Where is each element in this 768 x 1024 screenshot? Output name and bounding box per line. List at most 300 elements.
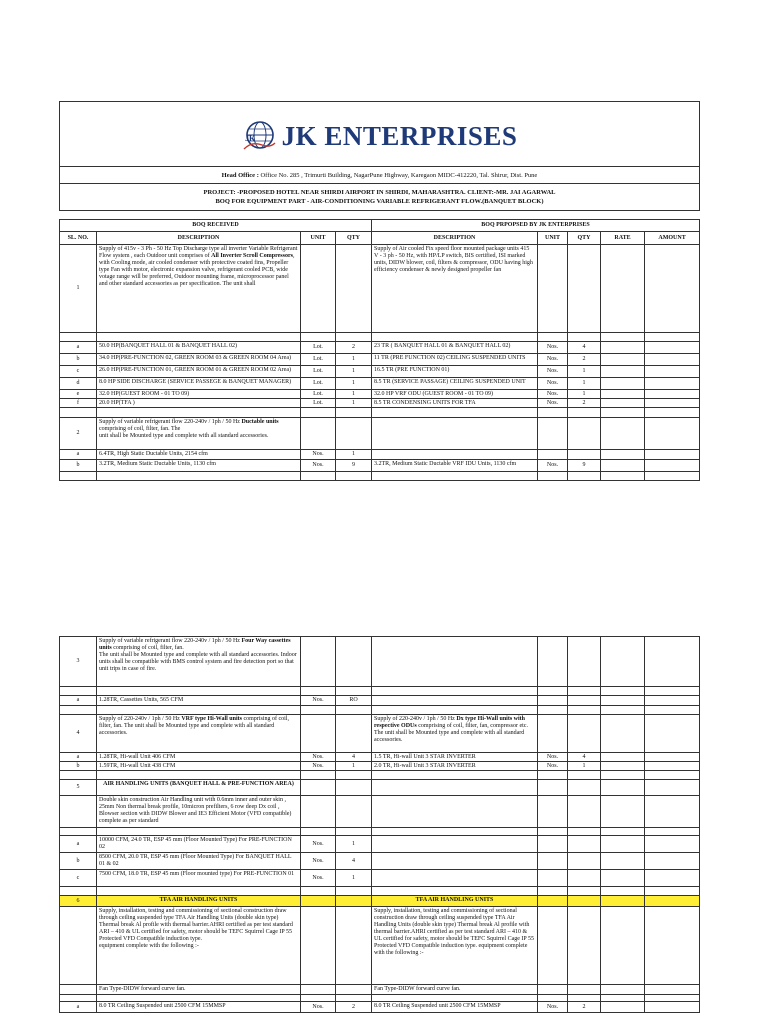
amount-cell [645,472,700,481]
table-row [60,828,700,836]
table-row [60,245,700,333]
proposed-qty-cell [568,245,601,333]
col-sl-no: SL. NO. [60,232,97,245]
sl-no-cell [60,887,97,896]
rate-cell [601,796,645,828]
proposed-description-cell [372,472,538,481]
table-row [60,836,700,853]
proposed-unit-cell: Nos. [538,762,568,771]
amount-cell [645,696,700,706]
description-cell: Supply of variable refrigerant flow 220-240v / 1ph / 50 Hz Ductable units comprising of coil, filter, fan. The unit shall be Mounted type and complete with all standard accessories. [97,418,301,450]
rate-cell [601,853,645,870]
rate-cell [601,354,645,366]
rate-cell [601,995,645,1002]
qty-cell [336,828,372,836]
amount-cell [645,780,700,796]
proposed-qty-cell: 4 [568,753,601,762]
proposed-qty-cell [568,715,601,753]
table-row [60,995,700,1002]
sl-no-cell: a [60,696,97,706]
description-cell: Supply of variable refrigerant flow 220-240v / 1ph / 50 Hz Four Way cassettes units comprising of coil, filter, fan. The unit shall be Mounted type and complete with all standard accessories. Indoor units shall be compatible with BMS control system and fire detection port so that unit trips in case of fire. [97,637,301,687]
proposed-description-cell: 8.5 TR (SERVICE PASSAGE) CEILING SUSPENDED UNIT [372,378,538,390]
table-row [60,896,700,907]
unit-cell [301,245,336,333]
proposed-unit-cell [538,637,568,687]
unit-cell: Lot. [301,399,336,408]
description-cell: Supply of 415v - 3 Ph - 50 Hz Top Discharge type all inverter Variable Refrigerant Flow system , each Outdoor unit comprises of All Inverter Scroll Compressors, with Cooling mode, air cooled condenser with protective coated fins, Propeller type Fan with motor, electronic expansion valve, refrigerant cooled PCB, wide votage range will be preferred, Outdoor mounting frame, microprocessor panel and other standard accessories as per specification. The unit shall [97,245,301,333]
qty-cell: 2 [336,342,372,354]
amount-cell [645,354,700,366]
qty-cell [336,418,372,450]
proposed-qty-cell: 2 [568,1002,601,1013]
head-office-address: Office No. 285 , Trimurti Building, NagarPune Highway, Karegaon MIDC-412220, Tal. Shirur, Dist. Pune [260,171,538,179]
description-cell: 8500 CFM, 20.0 TR, ESP 45 mm (Floor Mounted Type) For BANQUET HALL 01 & 02 [97,853,301,870]
unit-cell: Lot. [301,354,336,366]
company-logo [242,119,518,153]
table-row [60,460,700,472]
description-cell: Supply, installation, testing and commissioning of sectional construction draw through ceiling suspended type TFA Air Handling Units (double skin type) Thermal break Al profile with thermal barrier.AHRI certified as per test standard ARI – 410 & UL certified for safety, motor should be TEFC Squirrel Cage IP 55 Protected VFD Compatible induction type. equipment complete with the following :- [97,907,301,985]
proposed-qty-cell [568,418,601,450]
sl-no-cell [60,472,97,481]
amount-cell [645,378,700,390]
col-description-proposed: DESCRIPTION [372,232,538,245]
proposed-unit-cell [538,715,568,753]
proposed-unit-cell [538,450,568,460]
rate-cell [601,706,645,715]
unit-cell [301,985,336,995]
table-row [60,366,700,378]
col-rate: RATE [601,232,645,245]
proposed-description-cell [372,637,538,687]
proposed-description-cell: TFA AIR HANDLING UNITS [372,896,538,907]
unit-cell: Nos. [301,836,336,853]
emphasis-text: All Inverter Scroll Compressors [211,253,293,259]
proposed-description-cell: 2.0 TR, Hi-wall Unit 3 STAR INVERTER [372,762,538,771]
rate-cell [601,460,645,472]
description-cell [97,771,301,780]
table-row [60,696,700,706]
amount-cell [645,687,700,696]
letterhead [59,101,700,211]
sl-no-cell [60,408,97,418]
table-row [60,333,700,342]
proposed-description-cell [372,836,538,853]
proposed-qty-cell: 9 [568,460,601,472]
rate-cell [601,828,645,836]
description-cell: 34.0 HP(PRE-FUNCTION 02, GREEN ROOM 03 & GREEN ROOM 04 Area) [97,354,301,366]
col-unit: UNIT [301,232,336,245]
proposed-qty-cell [568,771,601,780]
description-cell: 8.0 HP SIDE DISCHARGE (SERVICE PASSEGE & BANQUET MANAGER) [97,378,301,390]
rate-cell [601,985,645,995]
description-cell: 20.0 HP(TFA ) [97,399,301,408]
qty-cell [336,706,372,715]
unit-cell [301,418,336,450]
rate-cell [601,1002,645,1013]
sl-no-cell: a [60,836,97,853]
rate-cell [601,896,645,907]
qty-cell: 1 [336,378,372,390]
description-cell: 26.0 HP(PRE-FUNCTION 01, GREEN ROOM 01 & GREEN ROOM 02 Area) [97,366,301,378]
amount-cell [645,460,700,472]
description-cell [97,333,301,342]
qty-cell [336,985,372,995]
proposed-qty-cell: 2 [568,354,601,366]
proposed-description-cell: Supply of 220-240v / 1ph / 50 Hz Dx type Hi-Wall units with respective ODUs comprising of coil, filter, fan, compressor etc. The unit shall be Mounted type and complete with all standard accessories. [372,715,538,753]
unit-cell: Lot. [301,378,336,390]
qty-cell [336,887,372,896]
description-cell [97,472,301,481]
qty-cell: 1 [336,354,372,366]
description-cell: 1.28TR, Cassettes Units, 565 CFM [97,696,301,706]
description-cell: 10000 CFM, 24.0 TR, ESP 45 mm (Floor Mounted Type) For PRE-FUNCTION 02 [97,836,301,853]
proposed-unit-cell [538,780,568,796]
proposed-description-cell: 8.5 TR CONDENSING UNITS FOR TFA [372,399,538,408]
proposed-qty-cell: 2 [568,399,601,408]
logo-cell [60,102,700,167]
qty-cell [336,780,372,796]
table-row [60,390,700,399]
rate-cell [601,836,645,853]
sl-no-cell: 3 [60,637,97,687]
description-cell: 6.4TR, High Static Ductable Units, 2154 cfm [97,450,301,460]
proposed-unit-cell [538,796,568,828]
unit-cell [301,771,336,780]
qty-cell [336,896,372,907]
amount-cell [645,333,700,342]
rate-cell [601,378,645,390]
qty-cell [336,472,372,481]
table-row [60,354,700,366]
proposed-description-cell [372,995,538,1002]
rate-cell [601,687,645,696]
proposed-description-cell [372,887,538,896]
description-cell [97,687,301,696]
amount-cell [645,450,700,460]
proposed-unit-cell: Nos. [538,1002,568,1013]
proposed-description-cell [372,771,538,780]
rate-cell [601,333,645,342]
unit-cell [301,887,336,896]
project-line-1: PROJECT: -PROPOSED HOTEL NEAR SHIRDI AIRPORT IN SHIRDI, MAHARASHTRA. CLIENT:-MR. JAI AGARWAL [203,189,556,196]
proposed-description-cell [372,706,538,715]
qty-cell: 4 [336,753,372,762]
proposed-description-cell: 23 TR ( BANQUET HALL 01 & BANQUET HALL 02) [372,342,538,354]
rate-cell [601,771,645,780]
sl-no-cell: 1 [60,245,97,333]
rate-cell [601,366,645,378]
proposed-description-cell: 1.5 TR, Hi-wall Unit 3 STAR INVERTER [372,753,538,762]
table-row [60,796,700,828]
proposed-unit-cell [538,887,568,896]
proposed-qty-cell [568,696,601,706]
amount-cell [645,771,700,780]
proposed-unit-cell [538,853,568,870]
sl-no-cell [60,333,97,342]
table-row [60,637,700,687]
sl-no-cell: a [60,342,97,354]
proposed-qty-cell [568,836,601,853]
qty-cell [336,796,372,828]
proposed-unit-cell [538,706,568,715]
sl-no-cell: 5 [60,780,97,796]
amount-cell [645,985,700,995]
amount-cell [645,896,700,907]
sl-no-cell: a [60,450,97,460]
amount-cell [645,828,700,836]
proposed-qty-cell [568,828,601,836]
sl-no-cell: b [60,354,97,366]
unit-cell [301,472,336,481]
amount-cell [645,870,700,887]
proposed-unit-cell [538,828,568,836]
unit-cell [301,907,336,985]
table-row [60,472,700,481]
rate-cell [601,696,645,706]
sl-no-cell [60,796,97,828]
proposed-qty-cell [568,985,601,995]
proposed-qty-cell [568,408,601,418]
proposed-description-cell: Supply of Air cooled Fix speed floor mounted package units 415 V - 3 ph - 50 Hz, with HP/LP switch, BIS certified, ISI marked units, DIDW blower, coil, filters & compressor, ODU having high efficiency condenser & newly designed propeller fan [372,245,538,333]
qty-cell [336,333,372,342]
table-row [60,378,700,390]
proposed-qty-cell [568,687,601,696]
proposed-description-cell [372,450,538,460]
proposed-qty-cell [568,995,601,1002]
sl-no-cell [60,706,97,715]
proposed-unit-cell: Nos. [538,354,568,366]
proposed-unit-cell [538,418,568,450]
proposed-qty-cell [568,907,601,985]
sl-no-cell [60,907,97,985]
unit-cell: Nos. [301,460,336,472]
proposed-qty-cell: 4 [568,342,601,354]
proposed-unit-cell [538,907,568,985]
rate-cell [601,399,645,408]
table-row [60,342,700,354]
rate-cell [601,887,645,896]
unit-cell [301,896,336,907]
amount-cell [645,366,700,378]
unit-cell [301,637,336,687]
qty-cell: 4 [336,853,372,870]
sl-no-cell: 6 [60,896,97,907]
sl-no-cell [60,995,97,1002]
proposed-description-cell [372,696,538,706]
proposed-unit-cell: Nos. [538,366,568,378]
proposed-unit-cell [538,333,568,342]
unit-cell [301,715,336,753]
description-cell: 32.0 HP(GUEST ROOM - 01 TO 09) [97,390,301,399]
qty-cell: 1 [336,836,372,853]
proposed-description-cell: Supply, installation, testing and commissioning of sectional construction draw through ceiling suspended type TFA Air Handling Units (double skin type) Thermal break Al profile with thermal barrier.AHRI certified as per test standard ARI – 410 & UL certified for safety, motor should be TEFC Squirrel Cage IP 55 Protected VFD Compatible induction type. equipment complete with the following :- [372,907,538,985]
qty-cell [336,687,372,696]
table-row [60,887,700,896]
amount-cell [645,995,700,1002]
page-1-rows [60,245,700,481]
amount-cell [645,907,700,985]
description-cell [97,706,301,715]
proposed-qty-cell [568,472,601,481]
description-cell [97,828,301,836]
proposed-description-cell [372,870,538,887]
qty-cell: 1 [336,366,372,378]
sl-no-cell: c [60,870,97,887]
sl-no-cell: a [60,753,97,762]
project-title [60,184,700,211]
proposed-description-cell: 16.5 TR (PRE FUNCTION 01) [372,366,538,378]
table-row [60,985,700,995]
table-row [60,408,700,418]
project-line-2: BOQ FOR EQUIPMENT PART - AIR-CONDITIONING VARIABLE REFRIGERANT FLOW.(BANQUET BLOCK) [215,198,544,205]
proposed-qty-cell: 1 [568,390,601,399]
description-cell: AIR HANDLING UNITS (BANQUET HALL & PRE-FUNCTION AREA) [97,780,301,796]
proposed-unit-cell [538,896,568,907]
unit-cell: Nos. [301,450,336,460]
proposed-unit-cell: Nos. [538,342,568,354]
sl-no-cell: b [60,762,97,771]
unit-cell [301,796,336,828]
proposed-description-cell: 8.0 TR Ceiling Suspended unit 2500 CFM 15MMSP [372,1002,538,1013]
qty-cell [336,771,372,780]
proposed-qty-cell [568,333,601,342]
table-row [60,715,700,753]
description-cell: 7500 CFM, 18.0 TR, ESP 45 mm (Floor mounted type) For PRE-FUNCTION 01 [97,870,301,887]
rate-cell [601,870,645,887]
proposed-unit-cell: Nos. [538,378,568,390]
unit-cell [301,828,336,836]
proposed-unit-cell [538,245,568,333]
amount-cell [645,1002,700,1013]
proposed-qty-cell [568,780,601,796]
qty-cell: 1 [336,399,372,408]
amount-cell [645,390,700,399]
unit-cell: Lot. [301,390,336,399]
qty-cell: 1 [336,390,372,399]
amount-cell [645,399,700,408]
proposed-description-cell [372,408,538,418]
amount-cell [645,418,700,450]
table-row [60,450,700,460]
table-row [60,399,700,408]
table-row [60,706,700,715]
sl-no-cell [60,687,97,696]
amount-cell [645,853,700,870]
description-cell: 3.2TR, Medium Static Ductable Units, 1130 cfm [97,460,301,472]
amount-cell [645,245,700,333]
proposed-qty-cell [568,870,601,887]
description-cell: Double skin construction Air Handling unit with 0.6mm inner and outer skin , 25mm Non thermal break profile, 10micron prefilters, 6 row deep Dx coil , Blowser section with DIDW Blower and IE3 Efficient Motor (VFD compatible) complete as per standard [97,796,301,828]
col-amount: AMOUNT [645,232,700,245]
head-office-label: Head Office : [221,171,259,179]
proposed-description-cell [372,418,538,450]
proposed-qty-cell [568,450,601,460]
unit-cell [301,995,336,1002]
page-2-rows [60,637,700,1013]
sl-no-cell: 4 [60,715,97,753]
description-cell: TFA AIR HANDLING UNITS [97,896,301,907]
description-cell: 8.0 TR Ceiling Suspended unit 2500 CFM 15MMSP [97,1002,301,1013]
rate-cell [601,637,645,687]
boq-table-page-2 [59,636,700,1013]
unit-cell: Nos. [301,696,336,706]
col-qty: QTY [336,232,372,245]
proposed-qty-cell [568,706,601,715]
qty-cell [336,637,372,687]
amount-cell [645,836,700,853]
proposed-unit-cell [538,687,568,696]
table-row [60,418,700,450]
proposed-description-cell [372,828,538,836]
description-cell: 1.28TR, Hi-wall Unit 406 CFM [97,753,301,762]
table-row [60,870,700,887]
proposed-description-cell [372,853,538,870]
proposed-unit-cell [538,408,568,418]
sl-no-cell: e [60,390,97,399]
amount-cell [645,706,700,715]
proposed-qty-cell [568,853,601,870]
qty-cell [336,995,372,1002]
proposed-qty-cell: 1 [568,762,601,771]
proposed-unit-cell: Nos. [538,399,568,408]
unit-cell [301,706,336,715]
unit-cell [301,333,336,342]
description-cell: Supply of 220-240v / 1ph / 50 Hz VRF type Hi-Wall units comprising of coil, filter, fan. The unit shall be Mounted type and complete with all standard accessories. [97,715,301,753]
proposed-description-cell [372,796,538,828]
globe-logo-icon [242,119,276,153]
description-cell [97,408,301,418]
qty-cell: 1 [336,762,372,771]
table-row [60,853,700,870]
proposed-unit-cell: Nos. [538,460,568,472]
head-office-line [60,167,700,184]
qty-cell: RO [336,696,372,706]
svg-text:JK: JK [244,133,255,143]
proposed-qty-cell [568,896,601,907]
proposed-qty-cell [568,637,601,687]
proposed-unit-cell [538,870,568,887]
emphasis-text: Dx type Hi-Wall units with respective ODUs [374,716,526,729]
table-row [60,771,700,780]
proposed-description-cell [372,333,538,342]
boq-table-page-1 [59,219,700,481]
rate-cell [601,342,645,354]
unit-cell [301,780,336,796]
amount-cell [645,887,700,896]
qty-cell: 1 [336,870,372,887]
rate-cell [601,408,645,418]
rate-cell [601,245,645,333]
unit-cell: Nos. [301,870,336,887]
table-row [60,687,700,696]
sl-no-cell: b [60,460,97,472]
qty-cell: 2 [336,1002,372,1013]
sl-no-cell: b [60,853,97,870]
amount-cell [645,796,700,828]
rate-cell [601,472,645,481]
sl-no-cell: a [60,1002,97,1013]
description-cell: Fan Type-DIDW forward curve fan. [97,985,301,995]
qty-cell [336,408,372,418]
qty-cell [336,245,372,333]
sl-no-cell: c [60,366,97,378]
rate-cell [601,715,645,753]
boq-proposed-header: BOQ PRPOPSED BY JK ENTERPRISES [372,220,700,232]
col-description: DESCRIPTION [97,232,301,245]
description-cell: 50.0 HP(BANQUET HALL 01 & BANQUET HALL 02) [97,342,301,354]
description-cell: 1.59TR, Hi-wall Unit 438 CFM [97,762,301,771]
proposed-description-cell [372,780,538,796]
